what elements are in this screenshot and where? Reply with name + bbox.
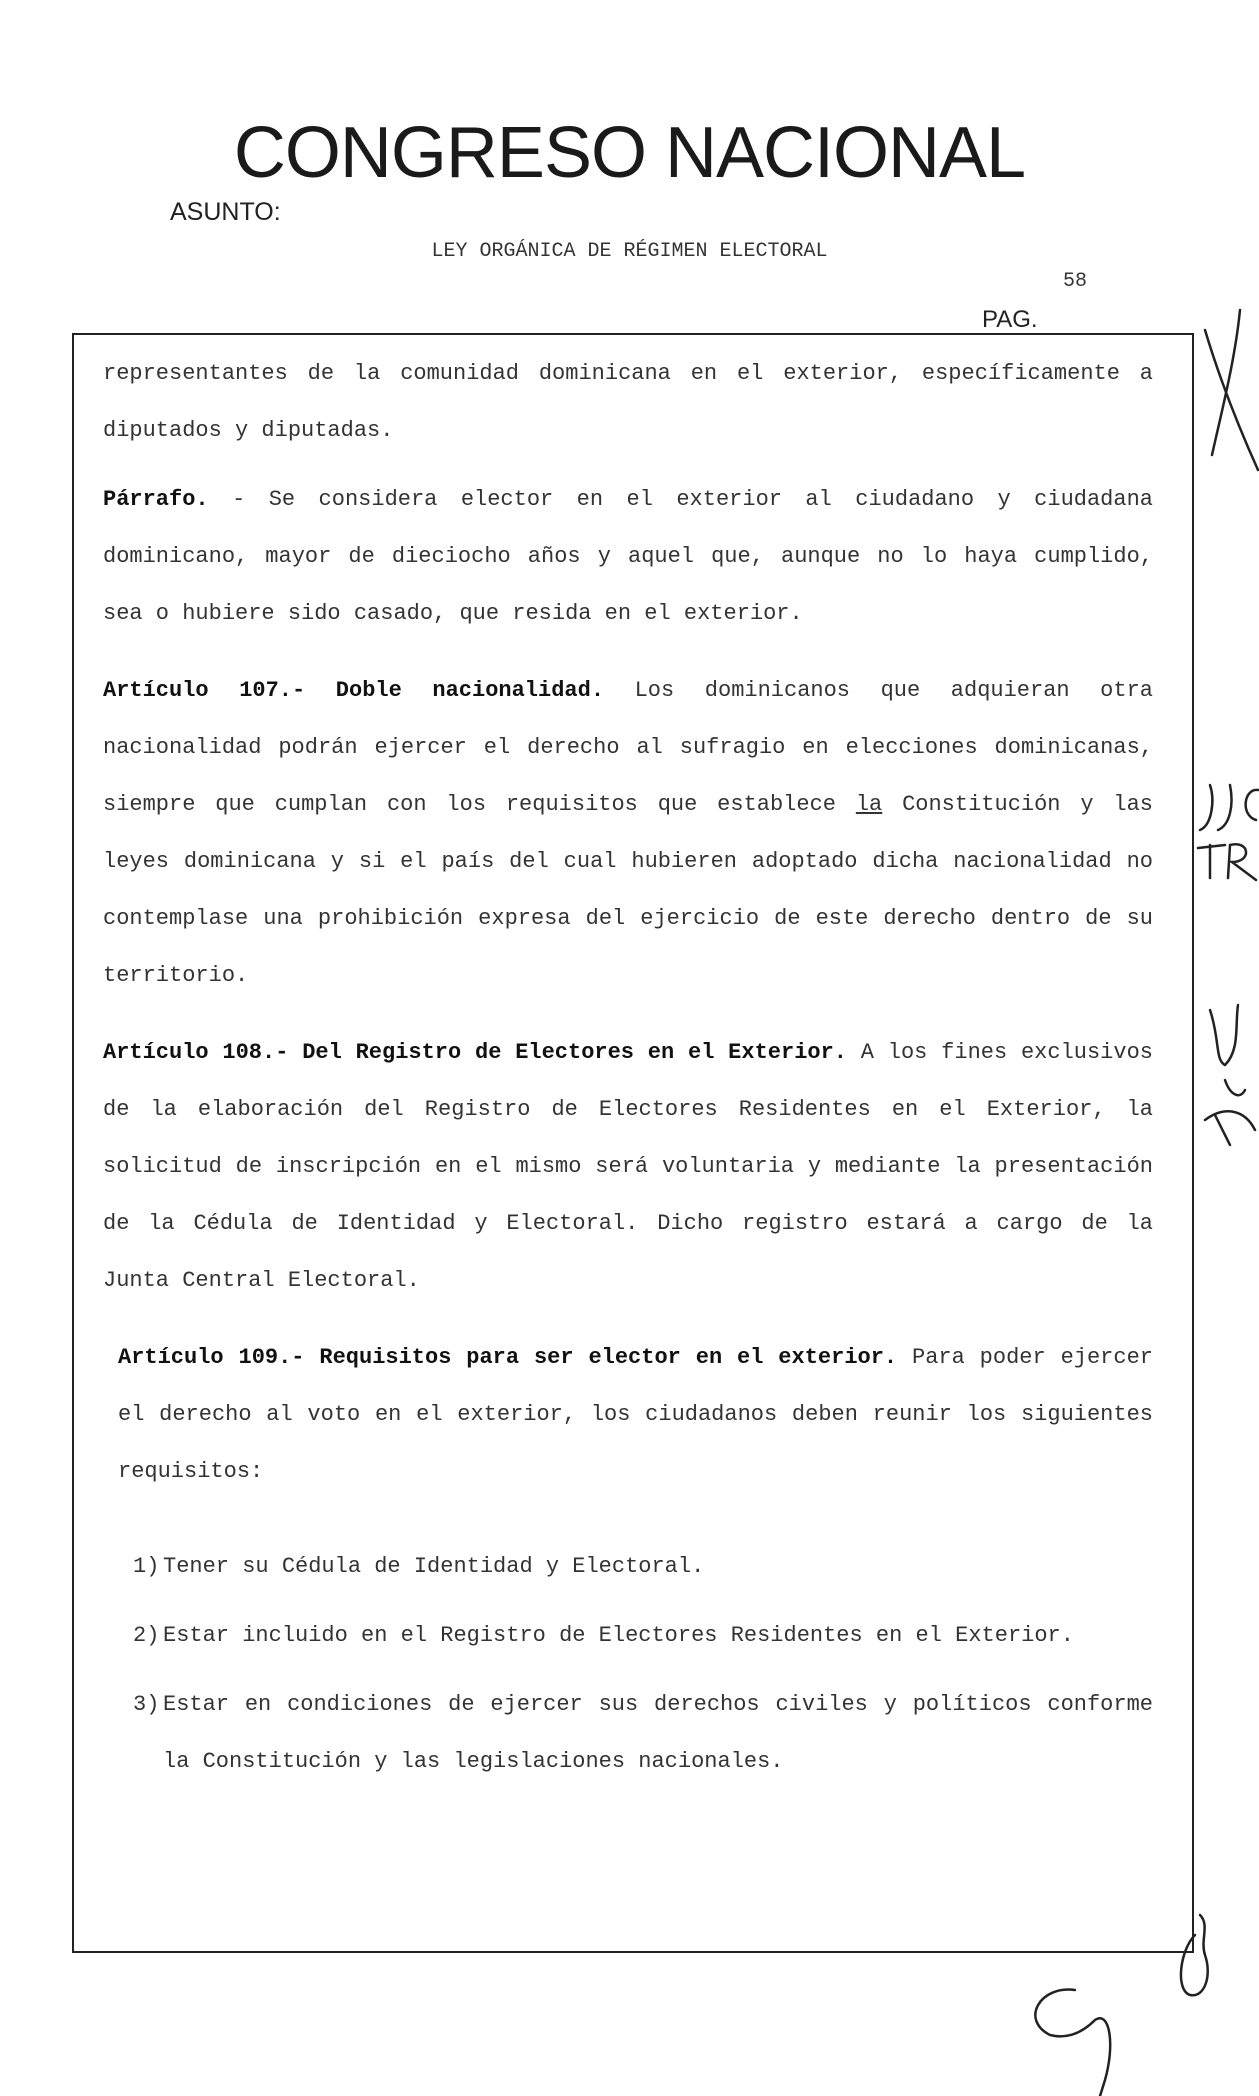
article-108-heading: Artículo 108.- Del Registro de Electores en el Exterior. <box>103 1040 847 1065</box>
signature-stroke <box>1181 1915 1208 1995</box>
parrafo-text: - Se considera elector en el exterior al ciudadano y ciudadana dominicano, mayor de dieciocho años y aquel que, aunque no lo haya cumplido, sea o hubiere sido casado, que resida en el exterior. <box>103 487 1153 626</box>
article-109-heading: Artículo 109.- Requisitos para ser elector en el exterior. <box>118 1345 898 1370</box>
initial-mark-stroke <box>1212 310 1240 455</box>
list-item-text: Estar incluido en el Registro de Electores Residentes en el Exterior. <box>163 1623 1074 1648</box>
initial-mark-stroke <box>1200 785 1212 830</box>
article-107-text-2: Constitución y las leyes dominicana y si el país del cual hubieren adoptado dicha nacionalidad no contemplase una prohibición expresa del ejercicio de este derecho dentro de su territorio. <box>103 792 1153 988</box>
article-108-text: A los fines exclusivos de la elaboración del Registro de Electores Residentes en el Exterior, la solicitud de inscripción en el mismo será voluntaria y mediante la presentación de la Cédula de Identidad y Electoral. Dicho registro estará a cargo de la Junta Central Electoral. <box>103 1040 1153 1293</box>
paragraph-continuation: representantes de la comunidad dominicana en el exterior, específicamente a diputados y diputadas. <box>103 361 1153 443</box>
document-subject: LEY ORGÁNICA DE RÉGIMEN ELECTORAL <box>431 240 828 263</box>
article-107-underlined: la <box>855 792 883 817</box>
list-item-number: 3) <box>133 1692 160 1717</box>
signature-stroke <box>1035 1990 1110 2096</box>
list-item-text: Tener su Cédula de Identidad y Electoral. <box>163 1554 705 1579</box>
initial-mark-stroke <box>1198 845 1225 848</box>
list-item-text: Estar en condiciones de ejercer sus derechos civiles y políticos conforme la Constitución y las legislaciones nacionales. <box>163 1692 1153 1774</box>
page-title: CONGRESO NACIONAL <box>233 113 1026 193</box>
page-label: PAG. <box>982 306 1038 333</box>
article-109-text: Para poder ejercer el derecho al voto en el exterior, los ciudadanos deben reunir los siguientes requisitos: <box>118 1345 1153 1484</box>
list-item-number: 2) <box>133 1623 160 1648</box>
initial-mark-stroke <box>1228 844 1256 880</box>
initial-mark-stroke <box>1210 1005 1238 1065</box>
article-107-text-1: Los dominicanos que adquieran otra nacionalidad podrán ejercer el derecho al sufragio en elecciones dominicanas, siempre que cumplan con los requisitos que establece <box>103 678 1153 817</box>
parrafo-label: Párrafo. <box>103 487 209 512</box>
initial-mark-stroke <box>1246 790 1258 820</box>
asunto-label: ASUNTO: <box>170 198 281 226</box>
initial-mark-stroke <box>1218 785 1232 830</box>
initial-mark-stroke <box>1205 1111 1255 1130</box>
initial-mark-stroke <box>1225 1080 1245 1095</box>
list-item-number: 1) <box>133 1554 160 1579</box>
article-107-heading: Artículo 107.- Doble nacionalidad. <box>103 678 605 703</box>
initial-mark-stroke <box>1215 1115 1230 1145</box>
page-number: 58 <box>1063 270 1088 293</box>
